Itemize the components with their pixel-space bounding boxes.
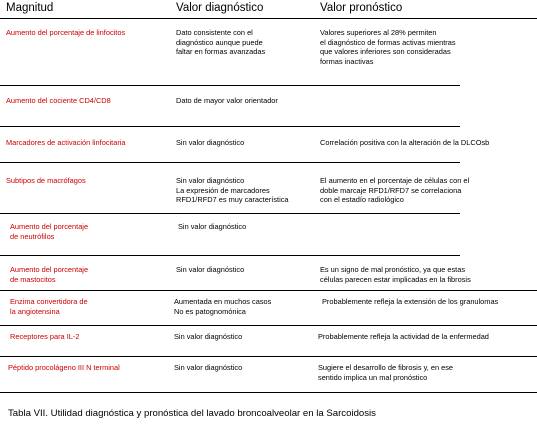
cell-text-line: de neutrófilos — [10, 231, 55, 241]
cell-text-line: Sin valor diagnóstico — [176, 265, 245, 274]
cell-valor-diagnostico — [174, 363, 242, 373]
cell-text-line: Aumento del porcentaje — [10, 222, 89, 231]
cell-valor-pronostico — [320, 138, 489, 148]
cell-text-line: Péptido procolágeno III N terminal — [8, 363, 120, 372]
cell-magnitud — [6, 28, 125, 38]
cell-magnitud — [6, 96, 111, 106]
cell-text-line: Aumento del cociente CD4/CD8 — [6, 96, 111, 105]
row-divider — [0, 356, 537, 357]
cell-text-line: Sugiere el desarrollo de fibrosis y, en ese — [318, 363, 454, 372]
cell-text-line: Aumento del porcentaje — [10, 265, 89, 274]
cell-valor-diagnostico — [174, 297, 271, 316]
cell-text-line: sentido implica un mal pronóstico — [318, 372, 428, 382]
cell-text-line: Subtipos de macrófagos — [6, 176, 86, 185]
row-divider — [0, 290, 537, 291]
cell-valor-diagnostico — [176, 265, 244, 275]
cell-magnitud — [10, 332, 79, 342]
cell-text-line: Dato de mayor valor orientador — [176, 96, 278, 105]
cell-text-line: Es un signo de mal pronóstico, ya que estas — [320, 265, 466, 274]
cell-text-line: doble marcaje RFD1/RFD7 se correlaciona — [320, 185, 462, 195]
header-magnitud: Magnitud — [6, 2, 54, 14]
table-caption: Tabla VII. Utilidad diagnóstica y pronóstica del lavado broncoalveolar en la Sarcoidosis — [8, 408, 376, 419]
row-divider — [0, 85, 460, 86]
cell-text-line: Sin valor diagnóstico — [176, 176, 245, 185]
cell-text-line: formas inactivas — [320, 56, 374, 66]
cell-text-line: células parecen estar implicadas en la fibrosis — [320, 274, 471, 284]
row-divider — [0, 392, 537, 393]
cell-text-line: Valores superiores al 28% permiten — [320, 28, 437, 37]
row-divider — [0, 325, 537, 326]
cell-text-line: No es patognomónica — [174, 306, 246, 316]
cell-magnitud — [6, 176, 86, 186]
row-divider — [0, 126, 460, 127]
cell-text-line: diagnóstico aunque puede — [176, 37, 263, 47]
cell-text-line: con el estadío radiológico — [320, 195, 404, 205]
header-valor-diagnostico: Valor diagnóstico — [176, 2, 264, 14]
cell-text-line: Sin valor diagnóstico — [174, 332, 243, 341]
cell-valor-diagnostico — [178, 222, 246, 232]
cell-text-line: Sin valor diagnóstico — [176, 138, 245, 147]
table-header — [0, 0, 537, 18]
cell-text-line: Probablemente refleja la actividad de la enfermedad — [318, 332, 489, 341]
cell-valor-pronostico — [318, 363, 453, 382]
cell-valor-pronostico — [320, 176, 469, 205]
cell-text-line: RFD1/RFD7 es muy característica — [176, 195, 289, 205]
cell-text-line: de mastocitos — [10, 274, 56, 284]
cell-text-line: que valores inferiores son consideradas — [320, 47, 451, 57]
cell-valor-pronostico — [320, 265, 471, 284]
cell-valor-diagnostico — [176, 96, 278, 106]
cell-text-line: Dato consistente con el — [176, 28, 253, 37]
cell-text-line: la angiotensina — [10, 306, 60, 316]
cell-text-line: Marcadores de activación linfocitaria — [6, 138, 126, 147]
cell-text-line: Enzima convertidora de — [10, 297, 88, 306]
cell-valor-diagnostico — [174, 332, 242, 342]
cell-text-line: Sin valor diagnóstico — [178, 222, 247, 231]
cell-magnitud — [10, 222, 88, 241]
cell-text-line: faltar en formas avanzadas — [176, 47, 266, 57]
cell-valor-diagnostico — [176, 138, 244, 148]
cell-valor-pronostico — [322, 297, 498, 307]
cell-magnitud — [8, 363, 120, 373]
cell-text-line: El aumento en el porcentaje de células con el — [320, 176, 470, 185]
cell-magnitud — [10, 265, 88, 284]
cell-valor-diagnostico — [176, 176, 289, 205]
cell-text-line: Probablemente refleja la extensión de los granulomas — [322, 297, 499, 306]
cell-text-line: Correlación positiva con la alteración de la DLCOsb — [320, 138, 490, 147]
cell-text-line: La expresión de marcadores — [176, 185, 270, 195]
cell-magnitud — [6, 138, 126, 148]
cell-magnitud — [10, 297, 88, 316]
row-divider — [0, 162, 460, 163]
header-valor-pronostico: Valor pronóstico — [320, 2, 403, 14]
cell-valor-diagnostico — [176, 28, 265, 57]
cell-text-line: Aumento del porcentaje de linfocitos — [6, 28, 126, 37]
cell-text-line: Receptores para IL-2 — [10, 332, 80, 341]
cell-valor-pronostico — [320, 28, 456, 66]
row-divider — [0, 18, 537, 19]
cell-text-line: el diagnóstico de formas activas mientras — [320, 37, 456, 47]
cell-text-line: Sin valor diagnóstico — [174, 363, 243, 372]
row-divider — [0, 255, 460, 256]
row-divider — [0, 213, 460, 214]
cell-valor-pronostico — [318, 332, 489, 342]
cell-text-line: Aumentada en muchos casos — [174, 297, 272, 306]
